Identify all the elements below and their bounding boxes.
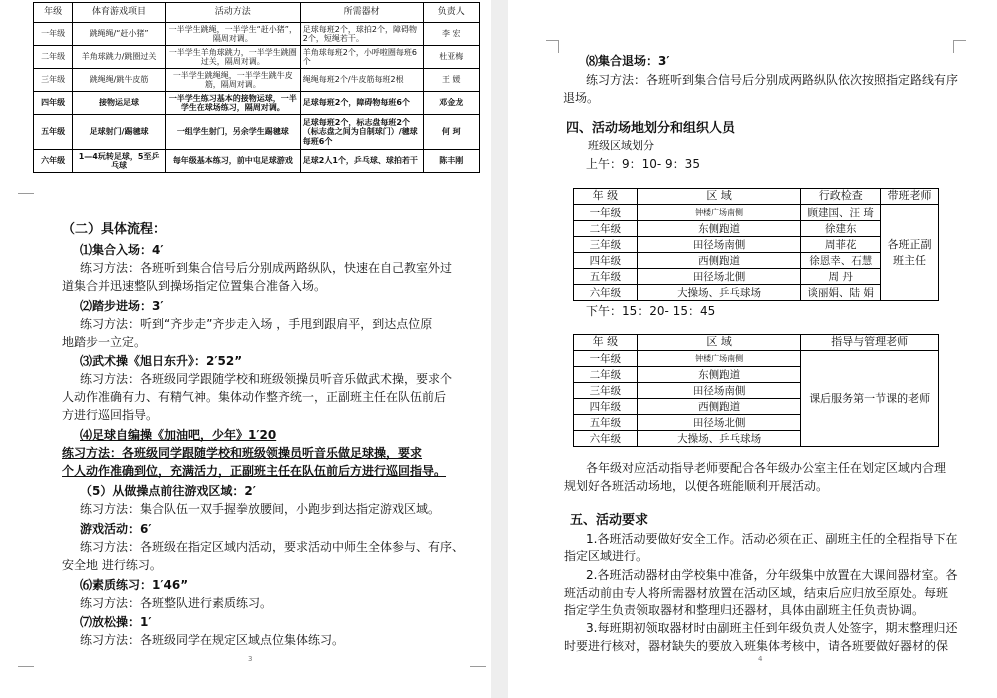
step-text: 练习方法：各班级同学跟随学校和班级领操员听音乐做足球操，要求: [62, 446, 423, 460]
area-cell: 田径场北側: [637, 269, 801, 285]
requirement: 2.各班活动器材由学校集中准备，分年级集中放置在大课间器材室。各: [586, 568, 958, 582]
equipment-cell: 羊角球每班2个，小呼啦圈每班6个: [300, 46, 423, 69]
grade-cell: 六年级: [34, 150, 73, 173]
crop-mark: [470, 666, 486, 679]
person-cell: 陈丰刚: [423, 150, 479, 173]
step-title: ⑶武术操《旭日东升》：2′52”: [80, 354, 243, 368]
requirement: 班活动前由专人将所需器材放置在活动区域，结束后应归放至原处。每班: [564, 586, 949, 600]
paragraph: 规划好各班活动场地，以便各班能顺利开展活动。: [564, 479, 829, 493]
table-row: [574, 351, 939, 367]
grade-cell: 五年级: [574, 415, 638, 431]
morning-zone-table: [573, 188, 939, 301]
equipment-cell: 绳绳每班2个/牛皮筋每班2根: [300, 69, 423, 92]
grade-cell: 三年级: [34, 69, 73, 92]
crop-mark: [953, 40, 966, 53]
area-cell: 西侧跑道: [637, 399, 801, 415]
section-title: 四、活动场地划分和组织人员: [566, 121, 736, 136]
admin-cell: 周 丹: [801, 269, 881, 285]
game-cell: 1—4玩转足球，5至乒乓球: [73, 150, 166, 173]
game-cell: 羊角球跳力/跳圈过关: [73, 46, 166, 69]
table-header-row: [574, 189, 939, 205]
grade-cell: 一年级: [34, 23, 73, 46]
section-title: （二）具体流程：: [62, 222, 167, 237]
step-text: 地踏步一立定。: [62, 335, 147, 349]
col-header: 年 级: [574, 335, 638, 351]
step-text: 练习方法：各班级同学跟随学校和班级领操员听音乐做武术操，要求个: [80, 372, 453, 386]
person-cell: 王 媛: [423, 69, 479, 92]
page-gutter: [491, 0, 508, 698]
admin-cell: 徐恩幸、石慧: [801, 253, 881, 269]
col-header: 活动方法: [165, 3, 300, 23]
game-table: [33, 2, 480, 173]
afternoon-zone-table: [573, 334, 939, 447]
requirement: 指定区域进行。: [564, 549, 649, 563]
equipment-cell: 足球2人1个，乒乓球、球拍若干: [300, 150, 423, 173]
col-header: 年 级: [574, 189, 638, 205]
area-cell: 钟楼广场南侧: [637, 205, 801, 221]
step-text: 安全地 进行练习。: [62, 558, 162, 572]
grade-cell: 二年级: [574, 221, 638, 237]
crop-mark: [18, 193, 34, 206]
step-title: ⑺放松操：1′: [80, 615, 152, 629]
requirement: 指定学生负责领取器材和整理归还器材，具体由副班主任负责协调。: [564, 603, 925, 617]
step-text: 退场。: [563, 91, 600, 105]
table-header-row: [34, 3, 480, 23]
area-cell: 东侧跑道: [637, 367, 801, 383]
section-title: 五、活动要求: [570, 513, 649, 528]
grade-cell: 五年级: [574, 269, 638, 285]
grade-cell: 四年级: [34, 92, 73, 115]
requirement: 1.各班活动要做好安全工作。活动必须在正、副班主任的全程指导下在: [586, 532, 958, 546]
grade-cell: 三年级: [574, 237, 638, 253]
page-left: [0, 0, 491, 698]
grade-cell: 一年级: [574, 351, 638, 367]
grade-cell: 六年级: [574, 285, 638, 301]
col-header: 负责人: [423, 3, 479, 23]
step-title: ⑵踏步进场：3′: [80, 299, 164, 313]
table-row: [34, 92, 480, 115]
area-cell: 田径场南側: [637, 383, 801, 399]
col-header: 区 域: [637, 335, 801, 351]
method-cell: 一组学生射门，另余学生踢毽球: [165, 115, 300, 150]
person-cell: 杜亚梅: [423, 46, 479, 69]
col-header: 指导与管理老师: [801, 335, 939, 351]
method-cell: 一半学生跳绳绳，一半学生跳牛皮筋，隔周对调。: [165, 69, 300, 92]
col-header: 行政检查: [801, 189, 881, 205]
area-cell: 大操场、乒乓球场: [637, 431, 801, 447]
game-cell: 跳绳绳/跳牛皮筋: [73, 69, 166, 92]
game-cell: 接物运足球: [73, 92, 166, 115]
table-row: [574, 205, 939, 221]
method-cell: 一半学生跳绳，一半学生“赶小猪”，隔周对调。: [165, 23, 300, 46]
grade-cell: 二年级: [574, 367, 638, 383]
col-header: 区 域: [637, 189, 801, 205]
table-row: [34, 46, 480, 69]
step-title: （5）从做操点前往游戏区域：2′: [80, 484, 256, 498]
step-text: 练习方法：各班级同学在规定区域点位集体练习。: [80, 633, 345, 647]
table-row: [34, 150, 480, 173]
teacher-cell: 各班正副班主任: [881, 205, 939, 301]
area-cell: 田径场南側: [637, 237, 801, 253]
time-label: 上午：9：10- 9：35: [586, 157, 700, 171]
person-cell: 李 宏: [423, 23, 479, 46]
grade-cell: 三年级: [574, 383, 638, 399]
step-title: ⑴集合入场：4′: [80, 243, 164, 257]
step-title: ⑻集合退场：3′: [586, 54, 670, 68]
area-cell: 田径场北側: [637, 415, 801, 431]
col-header: 带班老师: [881, 189, 939, 205]
area-cell: 西侧跑道: [637, 253, 801, 269]
method-cell: 每年级基本练习，前中屯足球游戏: [165, 150, 300, 173]
col-header: 年级: [34, 3, 73, 23]
person-cell: 邓金龙: [423, 92, 479, 115]
table-row: [34, 115, 480, 150]
step-text: 练习方法：听到“齐步走”齐步走入场 ，手甩到跟肩平，到达点位原: [80, 317, 433, 331]
admin-cell: 徐建东: [801, 221, 881, 237]
step-text: 道集合并迅速整队到操场指定位置集合准备入场。: [62, 279, 327, 293]
step-title: ⑹素质练习：1′46”: [80, 578, 189, 592]
grade-cell: 二年级: [34, 46, 73, 69]
step-text: 练习方法：各班整队进行素质练习。: [80, 596, 273, 610]
person-cell: 何 珂: [423, 115, 479, 150]
game-cell: 跳绳绳/“赶小猪”: [73, 23, 166, 46]
grade-cell: 一年级: [574, 205, 638, 221]
step-text: 个人动作准确到位，充满活力，正副班主任在队伍前后方进行巡回指导。: [62, 464, 447, 478]
area-cell: 东侧跑道: [637, 221, 801, 237]
admin-cell: 周菲花: [801, 237, 881, 253]
step-text: 练习方法：各班听到集合信号后分别成两路纵队，快速在自己教室外过: [80, 261, 453, 275]
teacher-cell: 课后服务第一节课的老师: [801, 351, 939, 447]
paragraph: 各年级对应活动指导老师要配合各年级办公室主任在划定区域内合理: [586, 461, 947, 475]
grade-cell: 四年级: [574, 399, 638, 415]
table-header-row: [574, 335, 939, 351]
crop-mark: [546, 40, 559, 53]
step-text: 练习方法：各班听到集合信号后分别成两路纵队依次按照指定路线有序: [586, 73, 959, 87]
table-row: [34, 23, 480, 46]
page-number: 3: [248, 655, 253, 663]
area-cell: 钟楼广场南侧: [637, 351, 801, 367]
grade-cell: 六年级: [574, 431, 638, 447]
step-text: 练习方法：集合队伍一双手握拳放腰间，小跑步到达指定游戏区域。: [80, 502, 441, 516]
step-title: 游戏活动：6′: [80, 522, 152, 536]
area-cell: 大操场、乒乓球场: [637, 285, 801, 301]
requirement: 时要进行核对，器材缺失的要放入班集体考核中，请各班要做好器材的保: [564, 639, 949, 653]
col-header: 体育游戏项目: [73, 3, 166, 23]
crop-mark: [18, 666, 34, 679]
step-title: ⑷足球自编操《加油吧，少年》1′20: [80, 428, 277, 442]
step-text: 人动作准确有力、有精气神。集体动作整齐统一，正副班主任在队伍前后: [62, 390, 447, 404]
grade-cell: 四年级: [574, 253, 638, 269]
requirement: 3.每班期初领取器材时由副班主任到年级负责人处签字，期末整理归还: [586, 621, 958, 635]
subtitle: 班级区域划分: [588, 139, 654, 152]
equipment-cell: 足球每班2个，障碍物每班6个: [300, 92, 423, 115]
page-number: 4: [758, 655, 763, 663]
step-text: 方进行巡回指导。: [62, 408, 159, 422]
time-label: 下午：15：20- 15：45: [586, 304, 716, 318]
equipment-cell: 足球每班2个，球拍2个，障碍物2个，短绳若干。: [300, 23, 423, 46]
admin-cell: 顾建国、汪 琦: [801, 205, 881, 221]
col-header: 所需器材: [300, 3, 423, 23]
method-cell: 一半学生羊角球跳力，一半学生跳圈过关，隔周对调。: [165, 46, 300, 69]
admin-cell: 谈丽娟、陆 娟: [801, 285, 881, 301]
step-text: 练习方法：各班级在指定区域内活动，要求活动中师生全体参与、有序、: [80, 540, 465, 554]
table-row: [34, 69, 480, 92]
method-cell: 一半学生练习基本的接物运球，一半学生在球场练习，隔周对调。: [165, 92, 300, 115]
equipment-cell: 足球每班2个，标志盘每班2个（标志盘之间为自制球门）/毽球每班6个: [300, 115, 423, 150]
grade-cell: 五年级: [34, 115, 73, 150]
game-cell: 足球射门/踢毽球: [73, 115, 166, 150]
